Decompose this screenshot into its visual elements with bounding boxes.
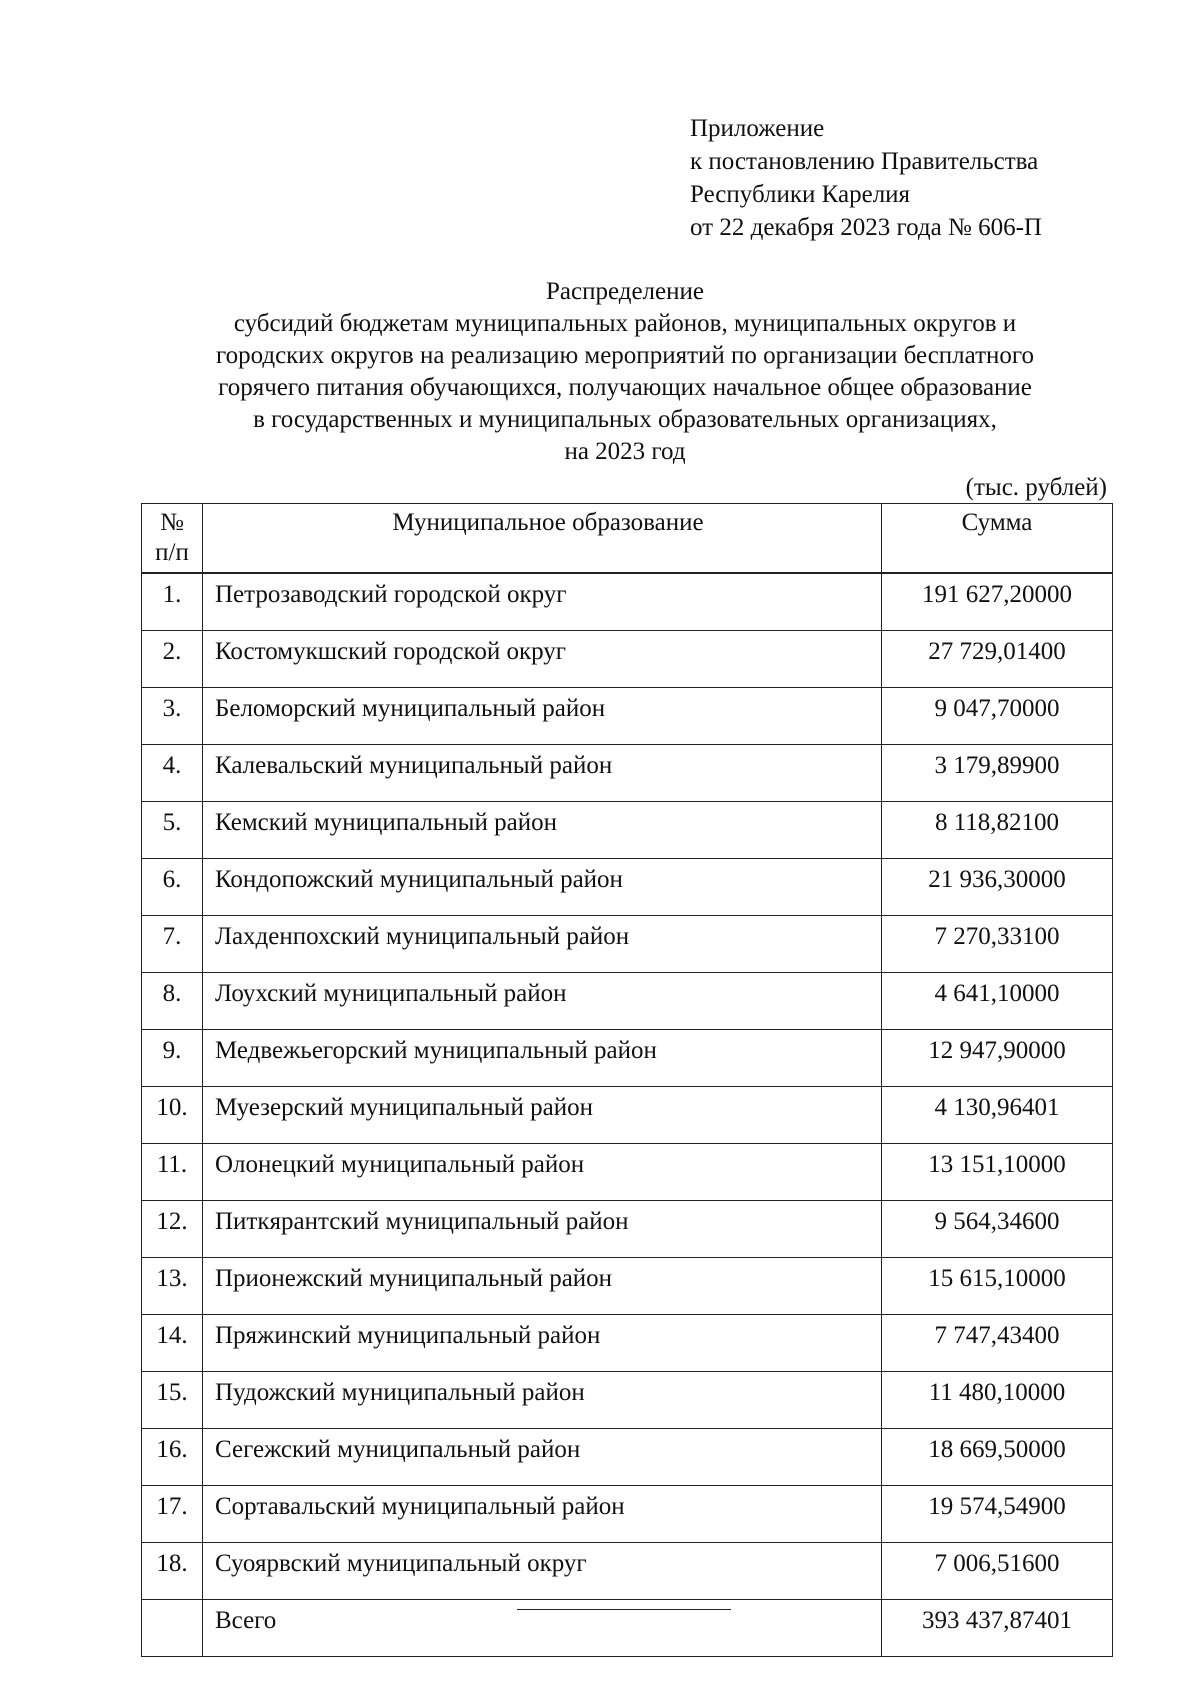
row-municipality: Суоярвский муниципальный округ bbox=[203, 1543, 882, 1600]
row-sum: 9 564,34600 bbox=[882, 1201, 1113, 1258]
row-municipality: Муезерский муниципальный район bbox=[203, 1087, 882, 1144]
table-row bbox=[142, 916, 1113, 973]
row-municipality: Петрозаводский городской округ bbox=[203, 573, 882, 631]
row-number: 13. bbox=[142, 1258, 203, 1315]
appendix-line: Республики Карелия bbox=[690, 181, 911, 208]
row-number: 3. bbox=[142, 688, 203, 745]
row-sum: 8 118,82100 bbox=[882, 802, 1113, 859]
table-row bbox=[142, 1201, 1113, 1258]
row-municipality: Медвежьегорский муниципальный район bbox=[203, 1030, 882, 1087]
table-row bbox=[142, 745, 1113, 802]
row-sum: 12 947,90000 bbox=[882, 1030, 1113, 1087]
row-number: 4. bbox=[142, 745, 203, 802]
row-sum: 21 936,30000 bbox=[882, 859, 1113, 916]
row-municipality: Беломорский муниципальный район bbox=[203, 688, 882, 745]
table-row bbox=[142, 859, 1113, 916]
title-line: Распределение bbox=[546, 278, 704, 305]
appendix-line: к постановлению Правительства bbox=[690, 148, 1039, 175]
row-sum: 7 006,51600 bbox=[882, 1543, 1113, 1600]
row-sum: 4 641,10000 bbox=[882, 973, 1113, 1030]
row-sum: 15 615,10000 bbox=[882, 1258, 1113, 1315]
distribution-table bbox=[141, 503, 1113, 1657]
row-number: 8. bbox=[142, 973, 203, 1030]
row-municipality: Кемский муниципальный район bbox=[203, 802, 882, 859]
table-row bbox=[142, 1372, 1113, 1429]
row-number: 16. bbox=[142, 1429, 203, 1486]
title-line: горячего питания обучающихся, получающих начальное общее образование bbox=[218, 374, 1032, 401]
row-municipality: Всего bbox=[203, 1600, 882, 1657]
row-number: 17. bbox=[142, 1486, 203, 1543]
table-row bbox=[142, 688, 1113, 745]
row-municipality: Калевальский муниципальный район bbox=[203, 745, 882, 802]
table-header-row bbox=[142, 504, 1113, 574]
row-municipality: Кондопожский муниципальный район bbox=[203, 859, 882, 916]
table-row bbox=[142, 973, 1113, 1030]
row-sum: 13 151,10000 bbox=[882, 1144, 1113, 1201]
row-municipality: Сегежский муниципальный район bbox=[203, 1429, 882, 1486]
row-sum: 7 270,33100 bbox=[882, 916, 1113, 973]
row-sum: 4 130,96401 bbox=[882, 1087, 1113, 1144]
title-line: на 2023 год bbox=[564, 438, 686, 465]
table-body bbox=[142, 573, 1113, 1657]
row-sum: 191 627,20000 bbox=[882, 573, 1113, 631]
table-row bbox=[142, 1030, 1113, 1087]
header-municipality: Муниципальное образование bbox=[203, 504, 882, 574]
table-row bbox=[142, 802, 1113, 859]
row-municipality: Прионежский муниципальный район bbox=[203, 1258, 882, 1315]
header-number-line1: № bbox=[160, 509, 184, 536]
row-sum: 18 669,50000 bbox=[882, 1429, 1113, 1486]
row-number: 15. bbox=[142, 1372, 203, 1429]
appendix-block bbox=[690, 112, 1042, 244]
table-row bbox=[142, 573, 1113, 631]
row-municipality: Костомукшский городской округ bbox=[203, 631, 882, 688]
row-municipality: Лахденпохский муниципальный район bbox=[203, 916, 882, 973]
header-number bbox=[142, 504, 203, 574]
row-sum: 3 179,89900 bbox=[882, 745, 1113, 802]
row-municipality: Лоухский муниципальный район bbox=[203, 973, 882, 1030]
row-municipality: Пудожский муниципальный район bbox=[203, 1372, 882, 1429]
row-number: 11. bbox=[142, 1144, 203, 1201]
row-sum: 19 574,54900 bbox=[882, 1486, 1113, 1543]
title-line: в государственных и муниципальных образовательных организациях, bbox=[253, 406, 997, 433]
table-row bbox=[142, 1315, 1113, 1372]
row-number: 10. bbox=[142, 1087, 203, 1144]
row-number: 2. bbox=[142, 631, 203, 688]
row-number bbox=[142, 1600, 203, 1657]
title-line: субсидий бюджетам муниципальных районов, муниципальных округов и bbox=[233, 310, 1017, 337]
row-sum: 7 747,43400 bbox=[882, 1315, 1113, 1372]
footer-line bbox=[517, 1609, 731, 1610]
row-sum: 27 729,01400 bbox=[882, 631, 1113, 688]
row-number: 12. bbox=[142, 1201, 203, 1258]
row-number: 5. bbox=[142, 802, 203, 859]
header-sum: Сумма bbox=[882, 504, 1113, 574]
row-number: 7. bbox=[142, 916, 203, 973]
table-row bbox=[142, 631, 1113, 688]
row-number: 9. bbox=[142, 1030, 203, 1087]
table-row bbox=[142, 1543, 1113, 1600]
row-municipality: Пряжинский муниципальный район bbox=[203, 1315, 882, 1372]
row-sum: 11 480,10000 bbox=[882, 1372, 1113, 1429]
table-row bbox=[142, 1486, 1113, 1543]
row-municipality: Сортавальский муниципальный район bbox=[203, 1486, 882, 1543]
table-row bbox=[142, 1144, 1113, 1201]
table-row bbox=[142, 1258, 1113, 1315]
row-sum: 393 437,87401 bbox=[882, 1600, 1113, 1657]
table-row bbox=[142, 1087, 1113, 1144]
row-number: 18. bbox=[142, 1543, 203, 1600]
document-title bbox=[120, 276, 1130, 468]
row-number: 6. bbox=[142, 859, 203, 916]
appendix-line: от 22 декабря 2023 года № 606-П bbox=[690, 214, 1042, 241]
row-number: 14. bbox=[142, 1315, 203, 1372]
row-sum: 9 047,70000 bbox=[882, 688, 1113, 745]
appendix-line: Приложение bbox=[690, 115, 825, 142]
header-number-line2: п/п bbox=[155, 539, 189, 566]
row-number: 1. bbox=[142, 573, 203, 631]
table-row bbox=[142, 1429, 1113, 1486]
row-municipality: Олонецкий муниципальный район bbox=[203, 1144, 882, 1201]
unit-label: (тыс. рублей) bbox=[965, 474, 1107, 501]
title-line: городских округов на реализацию мероприятий по организации бесплатного bbox=[215, 342, 1035, 369]
row-municipality: Питкярантский муниципальный район bbox=[203, 1201, 882, 1258]
